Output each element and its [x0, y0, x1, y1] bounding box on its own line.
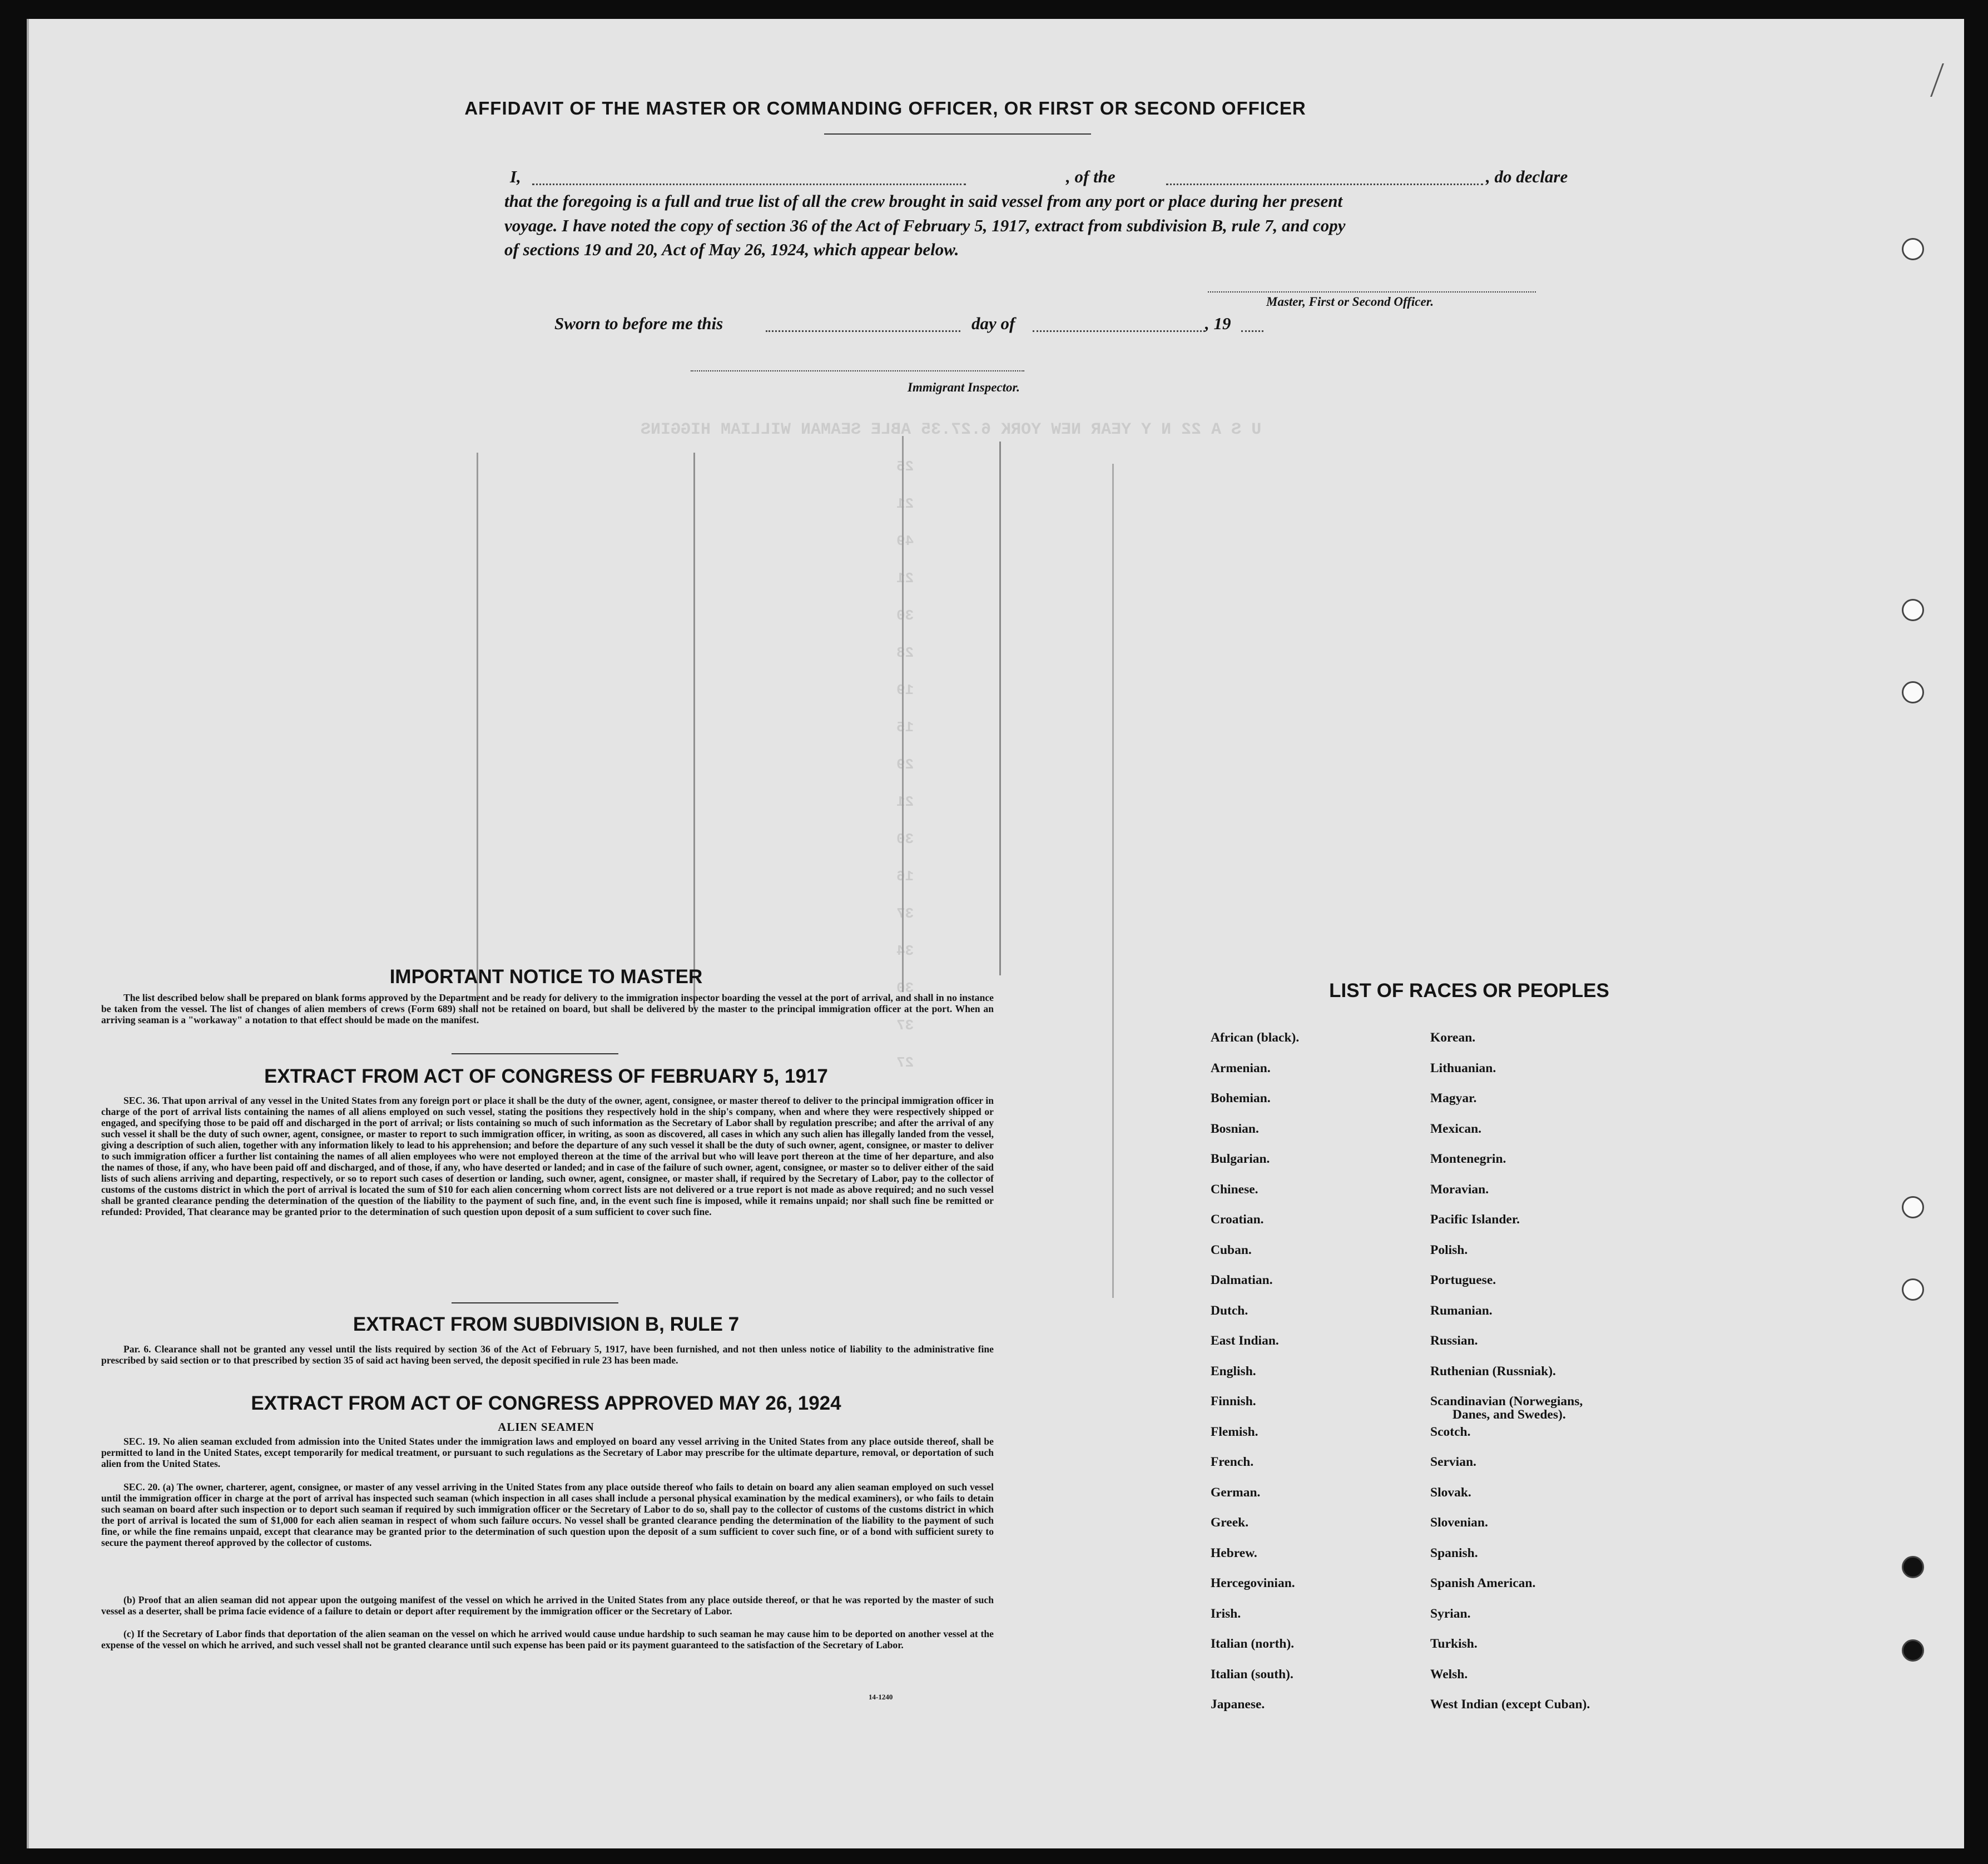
- races-title: LIST OF RACES OR PEOPLES: [1329, 980, 1609, 1002]
- race-item: Hebrew.: [1211, 1545, 1257, 1560]
- act-1917-title: EXTRACT FROM ACT OF CONGRESS OF FEBRUARY 5, 1917: [264, 1065, 828, 1087]
- race-item: French.: [1211, 1455, 1254, 1469]
- punch-hole: [1902, 1639, 1924, 1662]
- vessel-blank[interactable]: [1166, 184, 1483, 185]
- race-item: Servian.: [1430, 1455, 1476, 1469]
- race-item: Pacific Islander.: [1430, 1212, 1520, 1227]
- race-item: West Indian (except Cuban).: [1430, 1697, 1590, 1712]
- race-item: Slovenian.: [1430, 1515, 1488, 1530]
- bleed-through-age: 37: [896, 1017, 914, 1034]
- punch-hole: [1902, 1196, 1924, 1218]
- race-item: Portuguese.: [1430, 1273, 1496, 1287]
- race-item: Dutch.: [1211, 1303, 1248, 1318]
- race-item: Hercegovinian.: [1211, 1576, 1295, 1590]
- bleed-through-age: 37: [896, 905, 914, 922]
- column-rule: [477, 453, 478, 1009]
- bleed-through-age: 28: [896, 645, 914, 661]
- punch-hole: [1902, 238, 1924, 260]
- act-1924-sec20a: SEC. 20. (a) The owner, charterer, agent, consignee, or master of any vessel arriving in the United States from any place outside thereof who fails to detain on board any alien seaman employed on such vessel until the immigration officer in charge at the port of arrival has inspected such seaman (which inspection in all cases shall include a personal physical examination by the medical examiners), or who fails to detain such seaman on board after such inspection or to deport such seaman if required by such immigration officer or the Secretary of Labor to do so, shall pay to the collector of customs of the customs district in which the port of arrival is located the sum of $1,000 for each alien seaman in respect of whom such failure occurs. No vessel shall be granted clearance pending the determination of the liability to the payment of such fine, or while the fine remains unpaid, except that clearance may be granted prior to the determination of such question upon the deposit of a sum sufficient to cover such fine, or of a bond with sufficient surety to secure the payment thereof approved by the collector of customs.: [101, 1481, 994, 1548]
- sworn-year-prefix: , 19: [1205, 314, 1231, 333]
- bleed-through-age: 49: [896, 533, 914, 549]
- race-item: Russian.: [1430, 1333, 1478, 1348]
- race-item: Italian (south).: [1211, 1667, 1293, 1682]
- race-item: Spanish American.: [1430, 1576, 1536, 1590]
- section-divider: [452, 1302, 618, 1303]
- race-item: Spanish.: [1430, 1545, 1478, 1560]
- sworn-line: [554, 314, 1333, 336]
- bleed-through-header: U S A 22 N Y YEAR NEW YORK 6.27.35 ABLE SEAMAN WILLIAM HIGGINS: [641, 420, 1262, 439]
- bleed-through-age: 25: [896, 458, 914, 475]
- race-item: Scandinavian (Norwegians,: [1430, 1394, 1583, 1409]
- punch-hole: [1902, 599, 1924, 621]
- race-item: Chinese.: [1211, 1182, 1258, 1197]
- punch-hole: [1902, 1556, 1924, 1578]
- sworn-prefix: Sworn to before me this: [554, 314, 723, 333]
- bleed-through-age: 21: [896, 570, 914, 587]
- race-item: Welsh.: [1430, 1667, 1468, 1682]
- punch-hole: [1902, 1278, 1924, 1301]
- notice-body: The list described below shall be prepared on blank forms approved by the Department and be ready for delivery to the immigration inspector boarding the vessel at the port of arrival, and shall in no instance be taken from the vessel. The list of changes of alien members of crews (Form 689) shall not be retained on board, but shall be delivered by the master to the principal immigration officer at the port. When an arriving seaman is a "workaway" a notation to that effect should be made on the manifest.: [101, 992, 994, 1025]
- sworn-month-blank[interactable]: [1033, 330, 1205, 332]
- bleed-through-age: 34: [896, 943, 914, 959]
- bleed-through-age: 30: [896, 831, 914, 847]
- race-item: Syrian.: [1430, 1606, 1471, 1621]
- race-item: German.: [1211, 1485, 1261, 1500]
- affidavit-line-3: voyage. I have noted the copy of section 36 of the Act of February 5, 1917, extract from subdivision B, rule 7, and copy: [504, 216, 1346, 235]
- act-1924-sec20b: (b) Proof that an alien seaman did not appear upon the outgoing manifest of the vessel on which he arrived in the United States from any place outside thereof, or that he was reported by the master of such vessel as a deserter, shall be prima facie evidence of a failure to detain or deport after requirement by the immigration officer or the Secretary of Labor.: [101, 1594, 994, 1617]
- affidavit-line-2: that the foregoing is a full and true list of all the crew brought in said vessel from any port or place during her present: [504, 191, 1343, 211]
- sworn-year-blank[interactable]: [1241, 330, 1263, 332]
- race-item: English.: [1211, 1364, 1256, 1379]
- rule-7-title: EXTRACT FROM SUBDIVISION B, RULE 7: [353, 1313, 740, 1335]
- corner-mark: [1880, 63, 1944, 97]
- sworn-day-blank[interactable]: [766, 330, 960, 332]
- bleed-through-age: 30: [896, 607, 914, 624]
- master-caption: Master, First or Second Officer.: [1266, 295, 1434, 309]
- name-blank[interactable]: [532, 184, 966, 185]
- bleed-through-age: 30: [896, 980, 914, 997]
- race-item: Japanese.: [1211, 1697, 1265, 1712]
- race-item: Croatian.: [1211, 1212, 1264, 1227]
- inspector-caption: Immigrant Inspector.: [908, 380, 1020, 394]
- column-rule: [1112, 464, 1114, 1298]
- bleed-through-age: 21: [896, 794, 914, 810]
- race-item: Irish.: [1211, 1606, 1241, 1621]
- inspector-signature-line[interactable]: [691, 370, 1024, 371]
- master-signature-line[interactable]: [1208, 291, 1536, 293]
- race-item: Bulgarian.: [1211, 1152, 1270, 1166]
- race-item: Lithuanian.: [1430, 1060, 1496, 1075]
- race-item: Danes, and Swedes).: [1452, 1407, 1566, 1422]
- document-page: [27, 19, 1964, 1848]
- affidavit-line-4: of sections 19 and 20, Act of May 26, 1924, which appear below.: [504, 240, 959, 259]
- notice-title: IMPORTANT NOTICE TO MASTER: [389, 966, 703, 988]
- race-item: Italian (north).: [1211, 1637, 1295, 1651]
- race-item: Scotch.: [1430, 1424, 1471, 1439]
- declarant-line: [510, 167, 1578, 189]
- race-item: African (black).: [1211, 1030, 1300, 1045]
- race-item: Armenian.: [1211, 1060, 1271, 1075]
- race-item: Korean.: [1430, 1030, 1476, 1045]
- vessel-prefix: , of the: [1066, 167, 1116, 186]
- affidavit-title: AFFIDAVIT OF THE MASTER OR COMMANDING OFFICER, OR FIRST OR SECOND OFFICER: [464, 98, 1306, 118]
- race-item: Polish.: [1430, 1242, 1468, 1257]
- section-divider: [452, 1053, 618, 1054]
- rule-7-body: Par. 6. Clearance shall not be granted any vessel until the lists required by section 36 of the Act of February 5, 1917, have been furnished, and not then unless notice of liability to the administrative fine prescribed by said section or to that prescribed by section 35 of said act having been served, the deposit specified in rule 23 has been made.: [101, 1344, 994, 1366]
- act-1924-sec19: SEC. 19. No alien seaman excluded from admission into the United States under the immigration laws and employed on board any vessel arriving in the United States from any place outside thereof, shall be permitted to land in the United States, except temporarily for medical treatment, or pursuant to such regulations as the Secretary of Labor may prescribe for the ultimate departure, removal, or deportation of such alien from the United States.: [101, 1436, 994, 1469]
- bleed-through-age: 27: [896, 1054, 914, 1071]
- race-item: Greek.: [1211, 1515, 1249, 1530]
- column-rule: [902, 436, 904, 992]
- race-item: Dalmatian.: [1211, 1273, 1273, 1287]
- act-1917-body: SEC. 36. That upon arrival of any vessel in the United States from any foreign port or place it shall be the duty of the owner, agent, consignee, or master thereof to deliver to the principal immigration officer in charge of the port of arrival lists containing the names of all aliens employed on such vessel, stating the positions they respectively hold in the ship's company, when and where they were respectively shipped or engaged, and specifying those to be paid off and discharged in the port of arrival; or lists containing so much of such information as the Secretary of Labor shall by regulation prescribe; and after the arrival of any such vessel it shall be the duty of such owner, agent, consignee, or master to report to such immigration officer, in writing, as soon as discovered, all cases in which any such alien has illegally landed from the vessel, giving a description of such alien, together with any information likely to lead to his apprehension; and before the departure of any such vessel it shall be the duty of such owner, agent, consignee, or master to deliver to such immigration officer a further list containing the names of all alien employees who were not employed thereon at the time of the arrival but who will leave port thereon at the time of her departure, and also the names of those, if any, who have been paid off and discharged, and of those, if any, who have deserted or landed; and in case of the failure of such owner, agent, consignee, or master so to deliver either of the said lists of such aliens arriving and departing, respectively, or so to report such cases of desertion or landing, such owner, agent, consignee, or master shall, if required by the Secretary of Labor, pay to the collector of customs of the customs district in which the port of arrival is located the sum of $10 for each alien concerning whom correct lists are not delivered or a true report is not made as above required; and no such vessel shall be granted clearance pending the determination of the question of the liability to the payment of such fine, and, in the event such fine is imposed, while it remains unpaid; nor shall such fine be remitted or refunded: Provided, That clearance may be granted prior to the determination of such question upon deposit of a sum sufficient to cover such fine.: [101, 1095, 994, 1217]
- race-item: Bohemian.: [1211, 1091, 1271, 1105]
- race-item: Moravian.: [1430, 1182, 1489, 1197]
- declarant-prefix: I,: [510, 167, 521, 186]
- race-item: Flemish.: [1211, 1424, 1258, 1439]
- act-1924-subtitle: ALIEN SEAMEN: [498, 1420, 594, 1434]
- race-item: East Indian.: [1211, 1333, 1279, 1348]
- form-number: 14-1240: [869, 1693, 893, 1701]
- bleed-through-age: 16: [896, 868, 914, 885]
- bleed-through-age: 19: [896, 682, 914, 698]
- column-rule: [693, 453, 695, 1009]
- race-item: Turkish.: [1430, 1637, 1478, 1651]
- race-item: Mexican.: [1430, 1121, 1482, 1136]
- column-rule: [999, 442, 1001, 975]
- race-item: Magyar.: [1430, 1091, 1477, 1105]
- race-item: Slovak.: [1430, 1485, 1471, 1500]
- title-underline: [824, 133, 1091, 135]
- race-item: Rumanian.: [1430, 1303, 1493, 1318]
- race-item: Cuban.: [1211, 1242, 1252, 1257]
- sworn-day-of: day of: [971, 314, 1015, 333]
- race-item: Ruthenian (Russniak).: [1430, 1364, 1556, 1379]
- race-item: Montenegrin.: [1430, 1152, 1506, 1166]
- race-item: Bosnian.: [1211, 1121, 1259, 1136]
- bleed-through-age: 15: [896, 719, 914, 736]
- race-item: Finnish.: [1211, 1394, 1256, 1409]
- bleed-through-age: 21: [896, 495, 914, 512]
- declare-suffix: , do declare: [1486, 167, 1568, 186]
- bleed-through-age: 29: [896, 756, 914, 773]
- act-1924-title: EXTRACT FROM ACT OF CONGRESS APPROVED MAY 26, 1924: [251, 1392, 841, 1414]
- act-1924-sec20c: (c) If the Secretary of Labor finds that deportation of the alien seaman on the vessel on which he arrived would cause undue hardship to such seaman he may cause him to be deported on another vessel at the expense of the vessel on which he arrived, and such vessel shall not be granted clearance until such expense has been paid or its payment guaranteed to the satisfaction of the Secretary of Labor.: [101, 1628, 994, 1650]
- punch-hole: [1902, 681, 1924, 703]
